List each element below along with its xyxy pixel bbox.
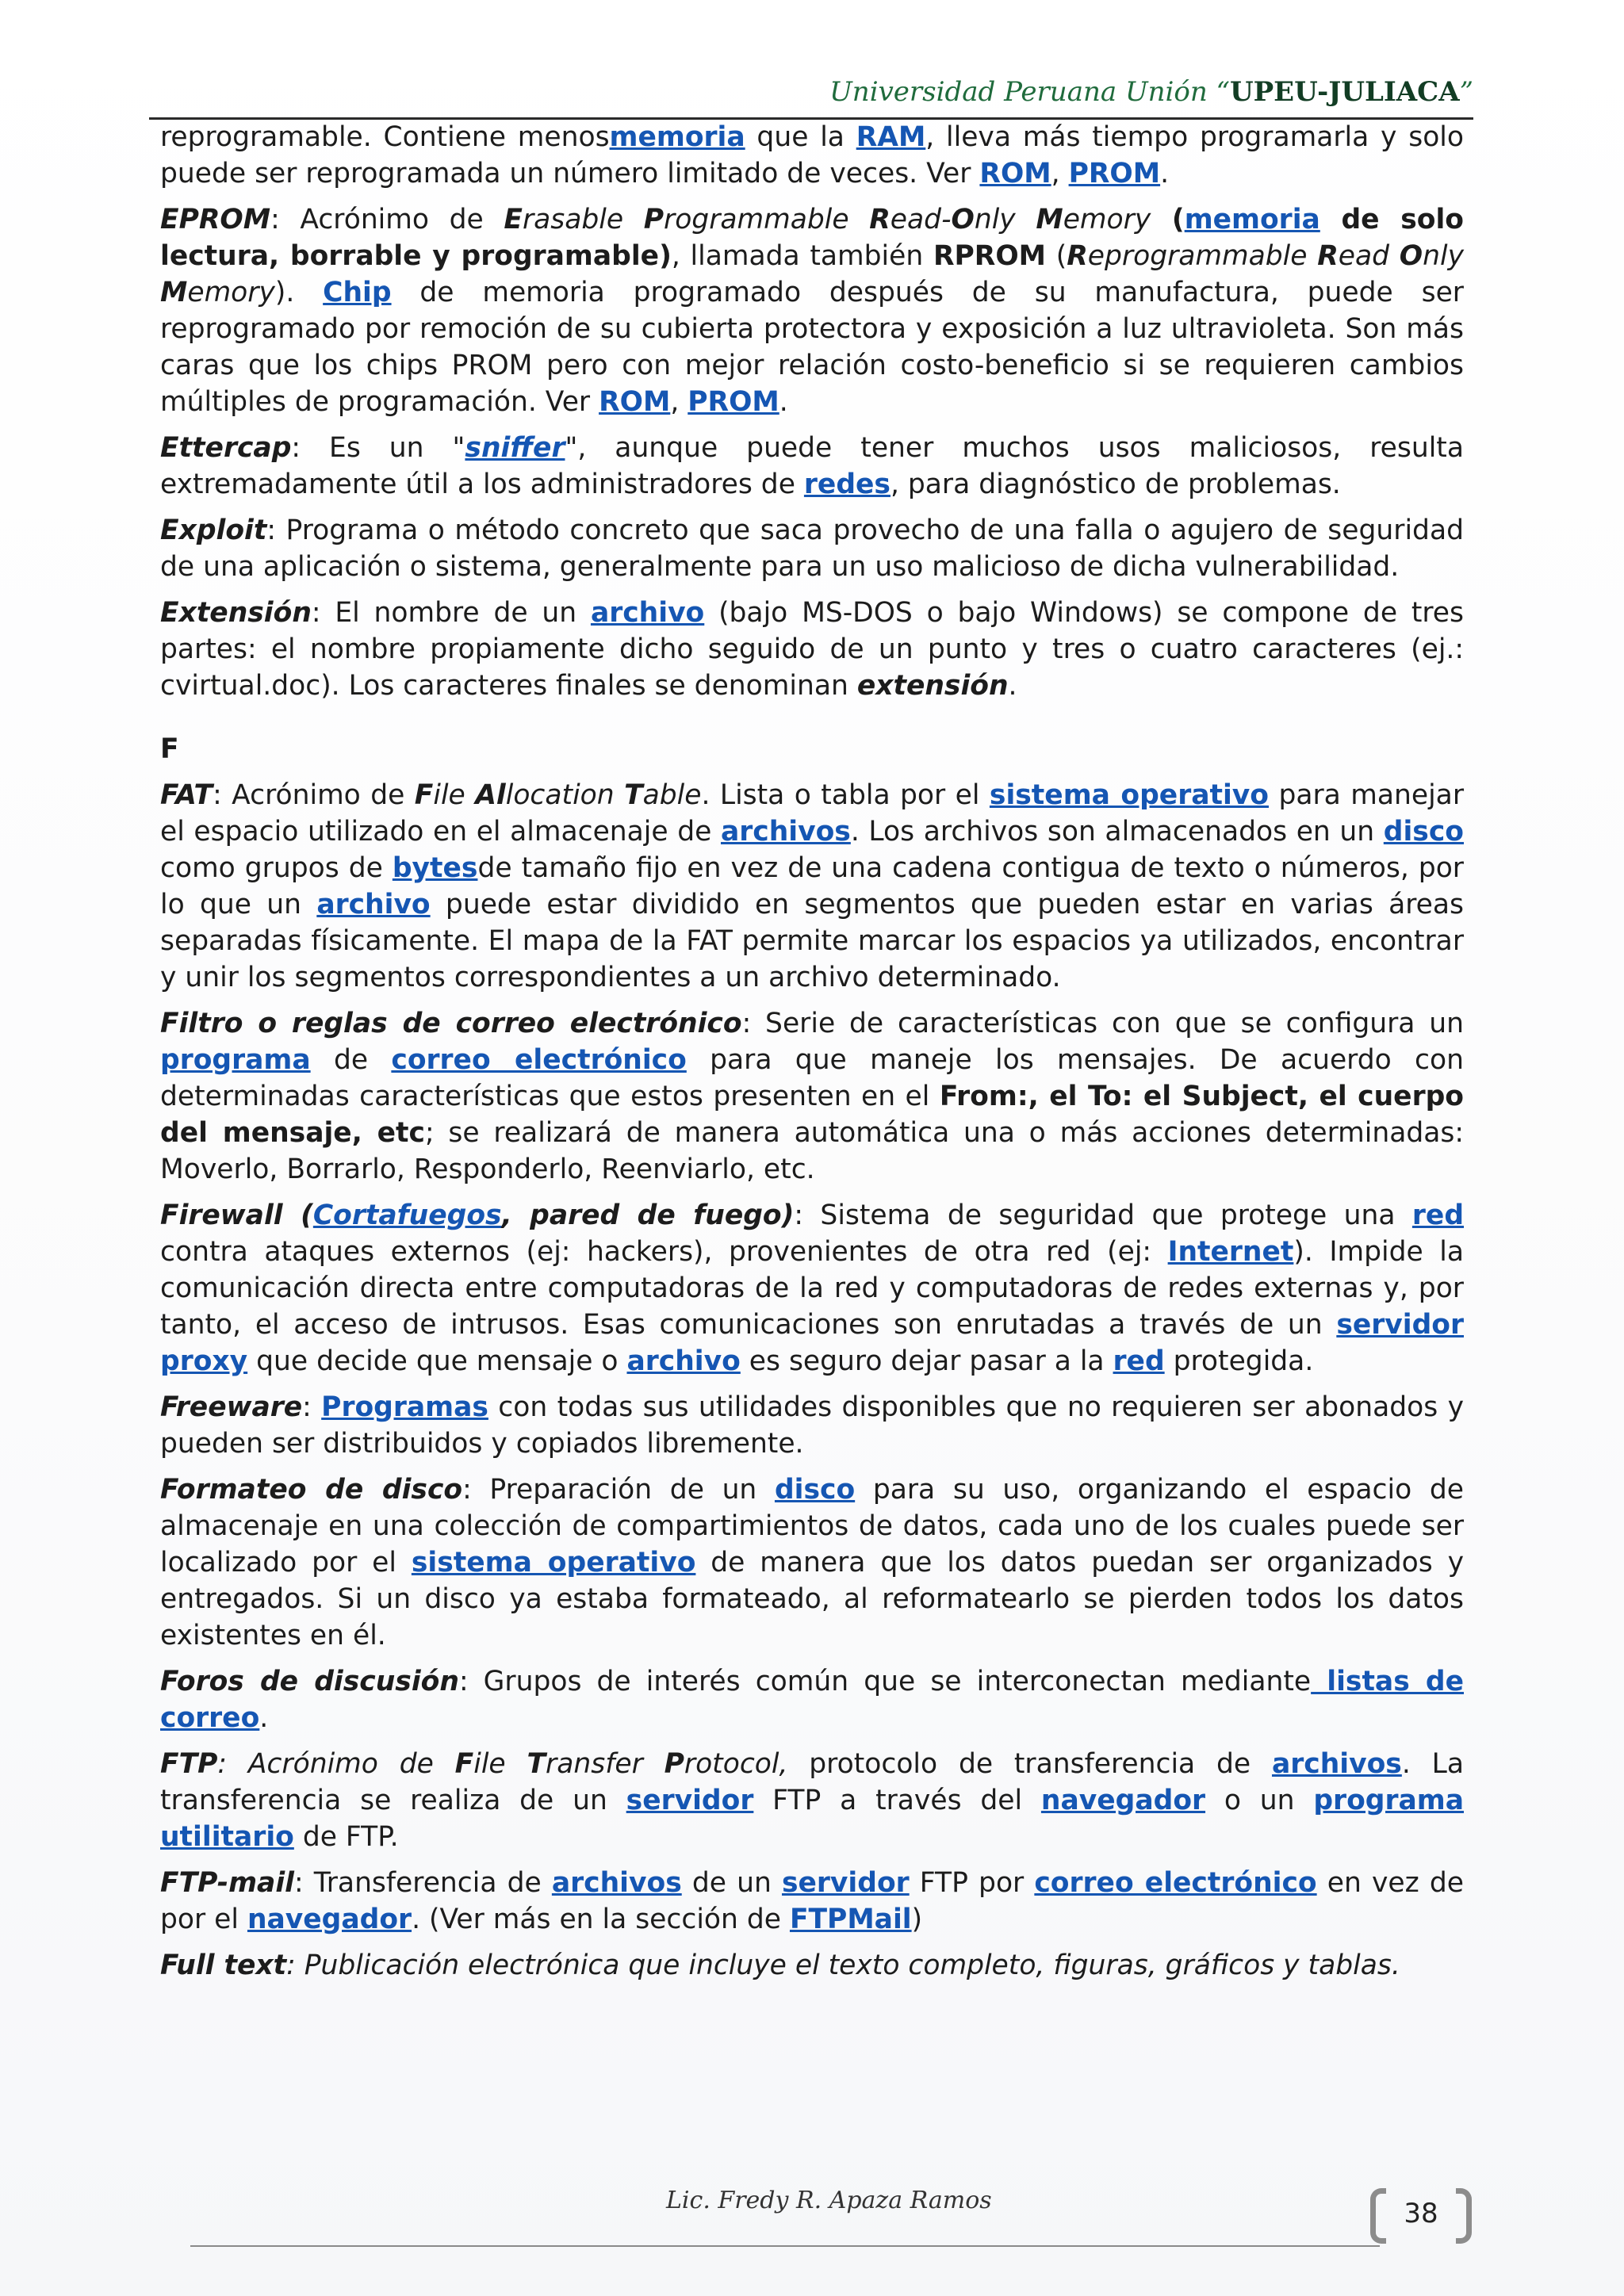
link-ram[interactable]: RAM (856, 121, 926, 153)
term-ftp: FTP (160, 1748, 218, 1780)
footer-divider (190, 2245, 1380, 2247)
link-disco[interactable]: disco (774, 1474, 856, 1506)
page-header (149, 73, 1473, 120)
link-servidor-proxy[interactable]: servidor proxy (160, 1309, 1464, 1377)
link-prom[interactable]: PROM (1068, 158, 1161, 189)
link-programa[interactable]: programa (160, 1044, 311, 1076)
term-extension: Extensión (160, 597, 312, 629)
link-servidor[interactable]: servidor (626, 1785, 754, 1816)
link-ftpmail[interactable]: FTPMail (789, 1904, 912, 1935)
term-ftp-mail: FTP-mail (160, 1867, 294, 1899)
link-disco[interactable]: disco (1383, 816, 1464, 848)
entry-ftp: FTP: Acrónimo de File Transfer Protocol, protocolo de transferencia de archivos. La transferencia se realiza de un servidor FTP a través del navegador o un programa utilitario de FTP. (160, 1748, 1465, 1853)
link-correo-electronico[interactable]: correo electrónico (391, 1044, 687, 1076)
entry-eeprom-continuation: reprogramable. Contiene menosmemoria que la RAM, lleva más tiempo programarla y solo puede ser reprogramada un número limitado de veces. Ver ROM, PROM. (160, 121, 1464, 189)
term-eprom: EPROM (160, 204, 271, 235)
page-number-box (1370, 2188, 1472, 2247)
link-red[interactable]: red (1411, 1200, 1465, 1231)
link-sistema-operativo[interactable]: sistema operativo (989, 779, 1270, 811)
entry-formateo: Formateo de disco: Preparación de un disco para su uso, organizando el espacio de almacenaje en una colección de compartimientos de datos, cada uno de los cuales puede ser localizado por el sistema operativo de manera que los datos puedan ser organizados y entregados. Si un disco ya estaba formateado, al reformatearlo se pierden todos los datos existentes en él. (160, 1474, 1464, 1651)
link-rom[interactable]: ROM (979, 158, 1051, 189)
link-memoria[interactable]: memoria (1184, 204, 1320, 235)
link-utilitario[interactable]: utilitario (160, 1821, 294, 1853)
term-firewall: Firewall ( (160, 1200, 313, 1231)
link-servidor[interactable]: servidor (781, 1867, 910, 1899)
entry-foros: Foros de discusión: Grupos de interés común que se interconectan mediante listas de correo. (160, 1666, 1464, 1734)
term-full-text: Full text (160, 1950, 287, 1981)
entry-eprom: EPROM: Acrónimo de Erasable Programmable Read-Only Memory (memoria de solo lectura, borrable y programable), llamada también RPROM (Reprogrammable Read Only Memory). Chip de memoria programado después de su manufactura, puede ser reprogramado por remoción de su cubierta protectora y exposición a luz ultravioleta. Son más caras que los chips PROM pero con mejor relación costo-beneficio si se requieren cambios múltiples de programación. Ver ROM, PROM. (160, 204, 1464, 418)
entry-exploit: Exploit: Programa o método concreto que saca provecho de una falla o agujero de seguridad de una aplicación o sistema, generalmente para un uso malicioso de dicha vulnerabilidad. (160, 515, 1464, 583)
link-archivos[interactable]: archivos (551, 1867, 682, 1899)
link-prom[interactable]: PROM (688, 386, 779, 418)
right-bracket-icon (1456, 2188, 1472, 2244)
entry-extension: Extensión: El nombre de un archivo (bajo MS-DOS o bajo Windows) se compone de tres partes: el nombre propiamente dicho seguido de un punto y tres o cuatro caracteres (ej.: cvirtual.doc). Los caracteres finales se denominan extensión. (160, 597, 1465, 702)
link-correo-electronico[interactable]: correo electrónico (1034, 1867, 1317, 1899)
footer-author: Lic. Fredy R. Apaza Ramos (666, 2187, 992, 2214)
link-archivo[interactable]: archivo (626, 1345, 741, 1377)
link-programas[interactable]: Programas (321, 1391, 488, 1423)
term-foros: Foros de discusión (160, 1666, 459, 1697)
term-freeware: Freeware (160, 1391, 303, 1423)
link-internet[interactable]: Internet (1167, 1236, 1294, 1268)
link-sniffer[interactable]: sniffer (465, 432, 565, 464)
link-programa[interactable]: programa (1313, 1785, 1464, 1816)
header-quote: ” (1459, 76, 1473, 108)
link-listas-de-correo[interactable]: listas de correo (160, 1666, 1464, 1734)
entry-full-text: Full text: Publicación electrónica que incluye el texto completo, figuras, gráficos y tablas. (160, 1950, 1400, 1981)
page-number: 38 (1404, 2198, 1438, 2229)
header-title (829, 76, 1473, 108)
link-archivo[interactable]: archivo (316, 889, 431, 920)
header-acronym: UPEU-JULIACA (1229, 76, 1460, 108)
term-ettercap: Ettercap (160, 432, 292, 464)
entry-ftp-mail: FTP-mail: Transferencia de archivos de un servidor FTP por correo electrónico en vez de por el navegador. (Ver más en la sección de FTPMail) (160, 1867, 1464, 1935)
term-fat: FAT (160, 779, 213, 811)
link-rom[interactable]: ROM (599, 386, 671, 418)
link-cortafuegos[interactable]: Cortafuegos (312, 1200, 502, 1231)
header-institution: Universidad Peruana Unión “ (829, 76, 1230, 108)
link-chip[interactable]: Chip (323, 277, 392, 308)
entry-firewall: Firewall (Cortafuegos, pared de fuego): Sistema de seguridad que protege una red contra ataques externos (ej: hackers), provenientes de otra red (ej: Internet). Impide la comunicación directa entre computadoras de la red y computadoras de redes externas y, por tanto, el acceso de intrusos. Esas comunicaciones son enrutadas a través de un servidor proxy que decide que mensaje o archivo es seguro dejar pasar a la red protegida. (160, 1200, 1465, 1377)
link-navegador[interactable]: navegador (1040, 1785, 1206, 1816)
link-memoria[interactable]: memoria (609, 121, 745, 153)
section-letter-f: F (160, 733, 179, 765)
glossary-content (160, 119, 1464, 1993)
link-archivo[interactable]: archivo (590, 597, 705, 629)
entry-freeware: Freeware: Programas con todas sus utilidades disponibles que no requieren ser abonados y pueden ser distribuidos y copiados libremente. (160, 1391, 1464, 1460)
term-filtro: Filtro o reglas de correo electrónico (160, 1008, 742, 1039)
link-redes[interactable]: redes (803, 469, 891, 500)
link-sistema-operativo[interactable]: sistema operativo (411, 1547, 696, 1578)
entry-fat: FAT: Acrónimo de File Allocation Table. Lista o tabla por el sistema operativo para manejar el espacio utilizado en el almacenaje de archivos. Los archivos son almacenados en un disco como grupos de bytesde tamaño fijo en vez de una cadena contigua de texto o números, por lo que un archivo puede estar dividido en segmentos que pueden estar en varias áreas separadas físicamente. El mapa de la FAT permite marcar los espacios ya utilizados, encontrar y unir los segmentos correspondientes a un archivo determinado. (160, 779, 1465, 993)
link-red[interactable]: red (1113, 1345, 1165, 1377)
link-bytes[interactable]: bytes (392, 852, 478, 884)
term-formateo: Formateo de disco (160, 1474, 463, 1506)
link-navegador[interactable]: navegador (247, 1904, 412, 1935)
entry-filtro: Filtro o reglas de correo electrónico: Serie de características con que se configura un programa de correo electrónico para que maneje los mensajes. De acuerdo con determinadas características que estos presenten en el From:, el To: el Subject, el cuerpo del mensaje, etc; se realizará de manera automática una o más acciones determinadas: Moverlo, Borrarlo, Responderlo, Reenviarlo, etc. (160, 1008, 1465, 1185)
term-exploit: Exploit (160, 515, 267, 546)
link-archivos[interactable]: archivos (720, 816, 851, 848)
link-archivos[interactable]: archivos (1271, 1748, 1402, 1780)
entry-ettercap: Ettercap: Es un "sniffer", aunque puede tener muchos usos maliciosos, resulta extremadamente útil a los administradores de redes, para diagnóstico de problemas. (160, 432, 1464, 500)
